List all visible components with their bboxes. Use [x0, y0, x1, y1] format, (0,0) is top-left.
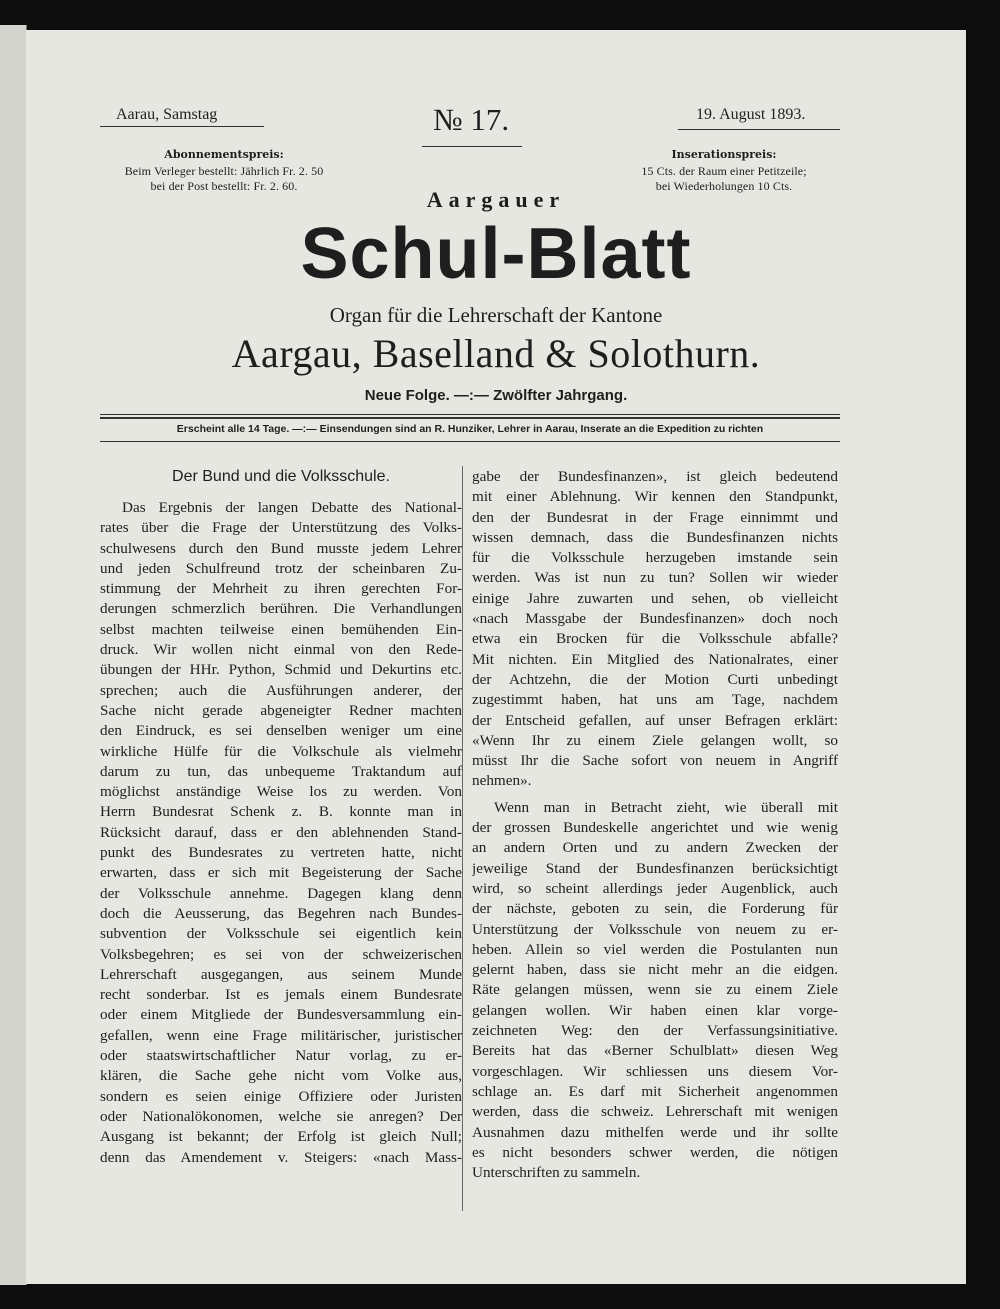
article-line: Unterschriften zu sammeln.	[472, 1164, 641, 1182]
article-line: sondern es seien einige Offiziere oder Juristen	[100, 1087, 462, 1105]
article-line: selbst machten teilweise einen bemühenden Ein-	[100, 620, 462, 638]
place-and-day: Aarau, Samstag	[116, 106, 218, 123]
article-line: einige Jahre zuwarten und sehen, ob vielleicht	[472, 589, 838, 607]
article-line: gelernt haben, dass sie nicht mehr an die eidgen.	[472, 961, 838, 979]
article-line: gefallen, wenn eine Frage militärischer, juristischer	[100, 1026, 462, 1044]
article-line: es nicht besonders schwer werden, die nötigen	[472, 1143, 838, 1161]
article-line: gelangen wollen. Wir haben einen klar vorge-	[472, 1001, 838, 1019]
article-line: Ausgang ist bekannt; der Erfolg ist gleich Null;	[100, 1128, 462, 1146]
info-top-rule-thick	[100, 417, 840, 419]
subscription-title: Abonnementspreis:	[164, 148, 284, 161]
article-line: wirkliche Hülfe für die Volkschule als vielmehr	[100, 742, 462, 760]
article-line: stimmung der Mehrheit zu ihren gerechten For-	[100, 580, 462, 598]
article-line: klären, die Sache gehe nicht vom Volke aus,	[100, 1067, 462, 1085]
article-line: denn das Amendement v. Steigers: «nach Mass-	[100, 1148, 462, 1166]
article-line: werden, dass die schweiz. Lehrerschaft mit wenigen	[472, 1103, 838, 1121]
date-underline	[678, 129, 840, 130]
article-line: punkt des Bundesrates zu vertreten hatte, nicht	[100, 844, 462, 862]
article-line: müsst Ihr die Sache sofort von neuem in Angriff	[472, 752, 838, 770]
insertion-title: Inserationspreis:	[671, 148, 777, 161]
pre-title: Aargauer	[426, 187, 566, 212]
issue-number: № 17.	[433, 102, 510, 137]
article-line: Volksbegehren; es sei von der schweizerischen	[100, 945, 462, 963]
article-line: Räte gelangen müssen, wenn sie zu einem Ziele	[472, 981, 838, 999]
previous-page-edge	[0, 25, 27, 1285]
column-divider	[462, 466, 463, 1211]
article-line: Unterstützung der Volksschule von neuem zu er-	[472, 920, 838, 938]
article-line: zeichneten Weg: den der Verfassungsinitiative.	[472, 1022, 838, 1040]
article-line: rates über die Frage der Unterstützung des Volks-	[100, 519, 462, 537]
article-line: Das Ergebnis der langen Debatte des National-	[122, 499, 462, 516]
article-line: gabe der Bundesfinanzen», ist gleich bedeutend	[472, 468, 838, 485]
article-line: «Wenn Ihr zu einem Ziele gelangen wollt, so	[472, 731, 838, 749]
article-line: schlage an. Es darf mit Sicherheit angenommen	[472, 1082, 838, 1100]
article-line: oder Nationalökonomen, welche sie anregen? Der	[100, 1107, 462, 1125]
masthead-title: Schul-Blatt	[300, 214, 692, 294]
article-line: wissen demnach, dass die Bundesfinanzen nichts	[472, 528, 838, 546]
article-column-left	[100, 498, 462, 1168]
article-line: für die Volksschule herzugeben imstande sein	[472, 549, 838, 567]
article-line: möglichst anständige Weise los zu werden. Von	[100, 783, 462, 801]
article-line: Bereits hat das «Berner Schulblatt» diesen Weg	[472, 1042, 838, 1060]
article-line: werden. Was ist nun zu tun? Sollen wir wieder	[472, 569, 838, 587]
article-line: wird, so scheint allerdings jeder Augenblick, auch	[472, 879, 838, 897]
article-line: Herrn Bundesrat Schenk z. B. konnte man in	[100, 803, 462, 821]
article-line: doch die Aeusserung, das Begehren nach Bundes-	[100, 904, 462, 922]
article-line: nehmen».	[472, 772, 532, 790]
article-line: der Volksschule annehme. Dagegen klang denn	[100, 884, 462, 902]
article-line: Lehrerschaft ausgegangen, aus seinem Munde	[100, 965, 462, 983]
article-line: der Entscheid gefallen, auf unser Befragen erklärt:	[472, 711, 838, 729]
article-line: darum zu tun, das unbequeme Traktandum auf	[100, 762, 462, 780]
article-line: und jeden Schulfreund trotz der scheinbaren Zu-	[100, 559, 462, 577]
article-line: oder einem Mitgliede der Bundesversammlung ein-	[100, 1006, 462, 1024]
article-line: an andern Orten und zu andern Zwecken der	[472, 839, 838, 857]
article-line: den der Bundesrat in der Frage einnimmt und	[472, 508, 838, 526]
article-line: zugestimmt haben, hat uns am Tage, nachdem	[472, 691, 838, 709]
article-line: oder staatswirtschaftlicher Natur vorlag, zu er-	[100, 1047, 462, 1065]
article-line: Rücksicht darauf, dass er den ablehnenden Stand-	[100, 823, 462, 841]
article-line: vorgeschlagen. Wir schliessen uns diesem Vor-	[472, 1062, 838, 1080]
article-line: erwarten, dass er sich mit Begeisterung der Sache	[100, 864, 462, 882]
article-line: übungen der HHr. Python, Schmid und Dekurtins etc.	[100, 661, 462, 679]
series-info: Neue Folge. —:— Zwölfter Jahrgang.	[364, 387, 628, 404]
masthead-regions: Aargau, Baselland & Solothurn.	[231, 331, 761, 376]
article-column-right	[472, 467, 838, 1183]
article-line: Wenn man in Betracht zieht, wie überall mit	[494, 798, 838, 816]
article-line: sprechen; auch die Ausführungen anderer, der	[100, 681, 462, 699]
article-line: mit einer Ablehnung. Wir kennen den Standpunkt,	[472, 488, 838, 506]
publication-info: Erscheint alle 14 Tage. —:— Einsendungen sind an R. Hunziker, Lehrer in Aarau, Inserate an die Expedition zu richten	[176, 423, 764, 435]
subscription-line: Beim Verleger bestellt: Jährlich Fr. 2. 50	[124, 164, 324, 178]
insertion-line: 15 Cts. der Raum einer Petitzeile;	[641, 164, 807, 178]
article-line: der grossen Bundeskelle angerichtet und wie wenig	[472, 819, 838, 837]
article-line: derungen schmerzlich berühren. Die Verhandlungen	[100, 600, 462, 618]
insertion-line: bei Wiederholungen 10 Cts.	[655, 179, 793, 193]
article-line: subvention der Volksschule sei eigentlich kein	[100, 925, 462, 943]
article-line: jeweilige Stand der Bundesfinanzen berücksichtigt	[472, 859, 838, 877]
article-line: recht sonderbar. Ist es jemals einem Bundesrate	[100, 986, 462, 1004]
article-line: der nächste, geboten zu sein, die Forderung für	[472, 900, 838, 918]
issue-date: 19. August 1893.	[696, 106, 806, 123]
article-line: Sache nicht gerade abgeneigter Redner machten	[100, 701, 462, 719]
article-line: heben. Allein so viel werden die Postulanten nun	[472, 940, 838, 958]
article-line: druck. Wir wollen nicht einmal von den Rede-	[100, 641, 462, 659]
masthead-subtitle: Organ für die Lehrerschaft der Kantone	[329, 303, 663, 327]
place-underline	[100, 126, 264, 127]
info-bottom-rule	[100, 441, 840, 442]
article-heading: Der Bund und die Volksschule.	[172, 468, 390, 485]
article-line: schulwesens durch den Bund musste jedem Lehrer	[100, 539, 462, 557]
article-line: Ausnahmen dazu mithelfen werde und ihr sollte	[472, 1123, 838, 1141]
subscription-line: bei der Post bestellt: Fr. 2. 60.	[150, 179, 298, 193]
article-line: Mit nichten. Ein Mitglied des Nationalrates, einer	[472, 650, 838, 668]
article-line: der Achtzehn, die der Motion Curti unbedingt	[472, 670, 838, 688]
article-line: «nach Massgabe der Bundesfinanzen» doch noch	[472, 610, 838, 628]
number-underline	[422, 146, 522, 147]
newspaper-page	[26, 30, 966, 1284]
article-line: etwa ein Brocken für die Volksschule abfalle?	[472, 630, 838, 648]
info-top-rule	[100, 414, 840, 415]
article-line: den Eindruck, es sei denselben weniger um eine	[100, 722, 462, 740]
